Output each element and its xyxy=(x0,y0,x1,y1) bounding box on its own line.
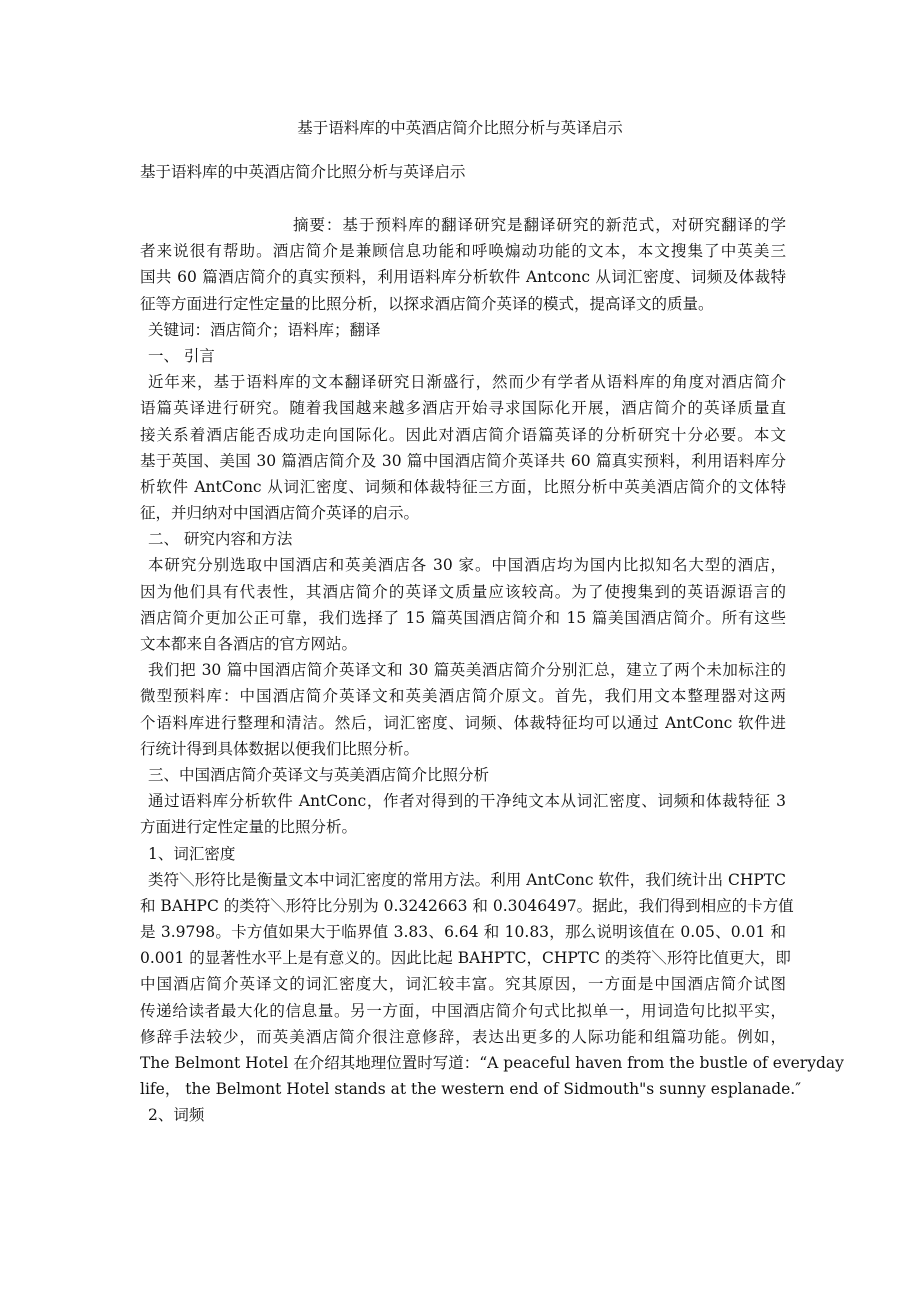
text-line: 是 3.9798。卡方值如果大于临界值 3.83、6.64 和 10.83，那么说明该值在 0.05、0.01 和 xyxy=(140,923,786,942)
text-line: 我们把 30 篇中国酒店简介英译文和 30 篇英美酒店简介分别汇总，建立了两个未加标注的 xyxy=(148,661,786,680)
text-line: 析软件 AntConc 从词汇密度、词频和体裁特征三方面，比照分析中英美酒店简介的文体特 xyxy=(140,477,786,496)
text-line: The Belmont Hotel 在介绍其地理位置时写道：“A peaceful haven from the bustle of everyday xyxy=(140,1054,844,1072)
text-line: 修辞手法较少，而英美酒店简介很注意修辞，表达出更多的人际功能和组篇功能。例如， xyxy=(140,1027,786,1046)
text-line: 关键词：酒店简介；语料库；翻译 xyxy=(148,320,381,339)
text-line: 类符＼形符比是衡量文本中词汇密度的常用方法。利用 AntConc 软件，我们统计出 CHPTC xyxy=(148,870,786,889)
page-title: 基于语料库的中英酒店简介比照分析与英译启示 xyxy=(297,119,623,137)
text-line: 0.001 的显著性水平上是有意义的。因此比起 BAHPTC，CHPTC 的类符＼形符比值更大，即 xyxy=(140,949,791,968)
text-line: 微型预料库：中国酒店简介英译文和英美酒店简介原文。首先，我们用文本整理器对这两 xyxy=(140,687,786,706)
document-title: 基于语料库的中英酒店简介比照分析与英译启示 xyxy=(140,163,466,181)
text-line: 国共 60 篇酒店简介的真实预料，利用语料库分析软件 Antconc 从词汇密度、词频及体裁特 xyxy=(140,268,786,287)
document-body xyxy=(140,212,844,1129)
text-line: 摘要：基于预料库的翻译研究是翻译研究的新范式，对研究翻译的学 xyxy=(293,216,786,234)
text-line: 三、中国酒店简介英译文与英美酒店简介比照分析 xyxy=(148,765,490,784)
text-line: 中国酒店简介英译文的词汇密度大，词汇较丰富。究其原因，一方面是中国酒店简介试图 xyxy=(140,975,786,994)
text-line: 1、词汇密度 xyxy=(148,844,236,863)
text-line: 基于英国、美国 30 篇酒店简介及 30 篇中国酒店简介英译共 60 篇真实预料，利用语料库分 xyxy=(140,451,786,470)
text-line: 酒店简介更加公正可靠，我们选择了 15 篇英国酒店简介和 15 篇美国酒店简介。所有这些 xyxy=(140,608,786,627)
text-line: 2、词频 xyxy=(148,1106,205,1125)
text-line: 征，并归纳对中国酒店简介英译的启示。 xyxy=(140,504,420,523)
text-line: 通过语料库分析软件 AntConc，作者对得到的干净纯文本从词汇密度、词频和体裁特征 3 xyxy=(148,792,786,811)
text-line: 一、 引言 xyxy=(148,346,215,365)
text-line: 者来说很有帮助。酒店简介是兼顾信息功能和呼唤煽动功能的文本，本文搜集了中英美三 xyxy=(140,242,786,261)
text-line: 接关系着酒店能否成功走向国际化。因此对酒店简介语篇英译的分析研究十分必要。本文 xyxy=(140,425,786,444)
text-line: 本研究分别选取中国酒店和英美酒店各 30 家。中国酒店均为国内比拟知名大型的酒店， xyxy=(148,556,786,575)
text-line: 传递给读者最大化的信息量。另一方面，中国酒店简介句式比拟单一，用词造句比拟平实， xyxy=(140,1001,786,1020)
text-line: 语篇英译进行研究。随着我国越来越多酒店开始寻求国际化开展，酒店简介的英译质量直 xyxy=(140,399,786,418)
text-line: 行统计得到具体数据以便我们比照分析。 xyxy=(140,739,420,758)
text-line: 近年来，基于语料库的文本翻译研究日渐盛行，然而少有学者从语料库的角度对酒店简介 xyxy=(148,373,786,392)
text-line: 二、 研究内容和方法 xyxy=(148,530,293,549)
text-line: life， the Belmont Hotel stands at the western end of Sidmouth"s sunny esplanade.″ xyxy=(140,1080,802,1099)
text-line: 征等方面进行定性定量的比照分析，以探求酒店简介英译的模式，提高译文的质量。 xyxy=(140,294,714,313)
text-line: 文本都来自各酒店的官方网站。 xyxy=(140,635,358,653)
text-line: 个语料库进行整理和清洁。然后，词汇密度、词频、体裁特征均可以通过 AntConc 软件进 xyxy=(140,713,786,732)
text-line: 和 BAHPC 的类符＼形符比分别为 0.3242663 和 0.3046497。据此，我们得到相应的卡方值 xyxy=(140,896,794,915)
text-line: 方面进行定性定量的比照分析。 xyxy=(140,818,358,837)
text-line: 因为他们具有代表性，其酒店简介的英译文质量应该较高。为了使搜集到的英语源语言的 xyxy=(140,582,786,601)
